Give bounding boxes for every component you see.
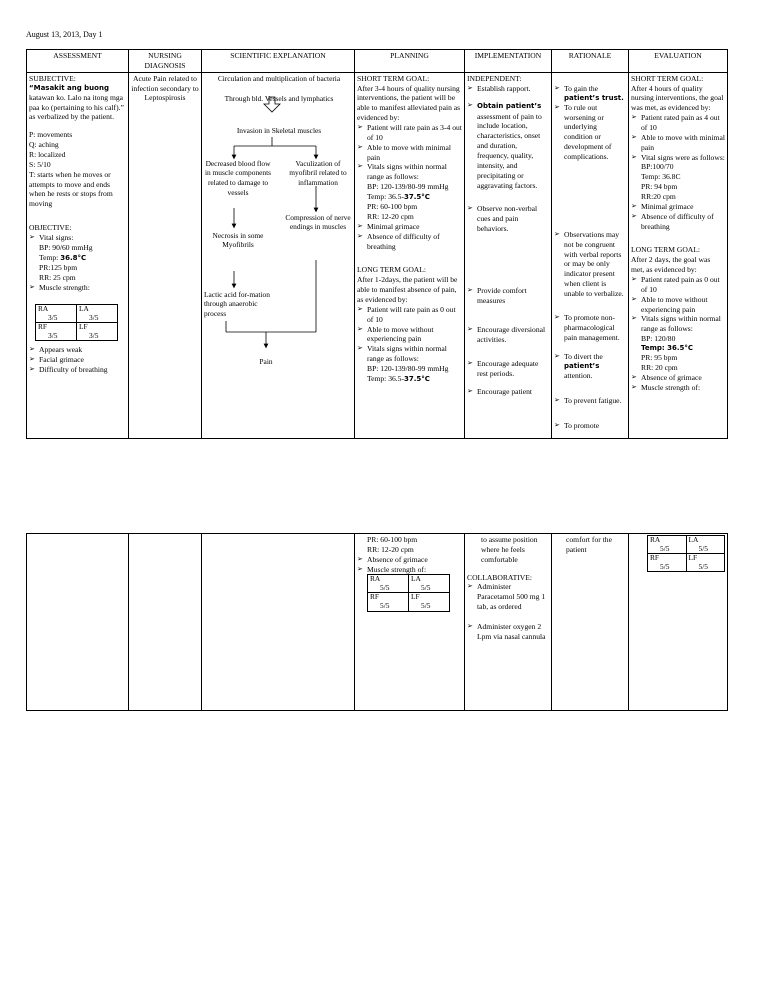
- vital-signs-item: ➢ Vital signs: BP: 90/60 mmHg Temp: 36.8°C PR:125 bpm RR: 25 cpm: [29, 233, 126, 283]
- rat-promote: ➢ To promote: [554, 421, 626, 431]
- st-temp: Temp: 36.5-37.5°C: [367, 192, 430, 202]
- date-line: August 13, 2013, Day 1: [26, 30, 103, 39]
- rat-fatigue: ➢ To prevent fatigue.: [554, 396, 626, 406]
- eval-lt-vitals: ➢ Vitals signs within normal range as follows: BP: 120/80 Temp: 36.5°C PR: 95 bpm RR: 20 cpm: [631, 314, 725, 372]
- eval-lt-grimace: ➢ Absence of grimace: [631, 373, 725, 383]
- rationale-cell: [552, 72, 629, 438]
- collaborative-label: COLLABORATIVE:: [467, 572, 532, 582]
- rat-rule-out: ➢ To rule out worsening or underlying condition or development of complications.: [554, 103, 626, 162]
- short-term-goal-label: SHORT TERM GOAL:: [357, 73, 430, 83]
- sci-cell-cont: [202, 534, 355, 711]
- lt-rr: RR: 12-20 cpm: [367, 544, 414, 554]
- bp-value: BP: 90/60 mmHg: [39, 242, 93, 252]
- short-term-goal-text: After 3-4 hours of quality nursing interventions, the patient will be able to manifest alleviated pain as evidenced by:: [357, 83, 461, 123]
- flow-node-decreased-blood-flow: Decreased blood flow in muscle components related to damage to vessels: [204, 158, 272, 197]
- objective-label: OBJECTIVE:: [29, 223, 72, 233]
- eval-rr: RR:20 cpm: [641, 192, 676, 202]
- impl-assessment: ➢ Obtain patient’s assessment of pain to include location, characteristics, onset and duration, frequency, quality, intensity, and precipitating or aggravating factors.: [467, 101, 549, 190]
- planning-cell-cont: [355, 534, 465, 711]
- impl-paracetamol: ➢ Administer Paracetamol 500 mg 1 tab, as ordered: [467, 582, 549, 612]
- implementation-cell-cont: [465, 534, 552, 711]
- planning-cell: [355, 72, 465, 438]
- eval-lt-pr: PR: 95 bpm: [641, 353, 678, 363]
- header-nursing-diagnosis: NURSING DIAGNOSIS: [129, 50, 202, 73]
- st-goal-pain: ➢ Patient will rate pain as 3-4 out of 10: [357, 123, 462, 143]
- assessment-cell: [27, 72, 129, 438]
- subjective-label: SUBJECTIVE:: [29, 73, 76, 83]
- impl-comfort: ➢ Provide comfort measures: [467, 286, 549, 306]
- st-bp: BP: 120-139/80-99 mmHg: [367, 182, 449, 192]
- pr-value: PR:125 bpm: [39, 262, 78, 272]
- rat-observations: ➢ Observations may not be congruent with verbal reports or may be only indicator present when client is unable to verbalize.: [554, 230, 626, 299]
- impl-observe: ➢ Observe non-verbal cues and pain behaviors.: [467, 204, 549, 234]
- flow-node-vaculization: Vaculization of myofibril related to inflammation: [289, 158, 347, 187]
- eval-grimace: ➢ Minimal grimace: [631, 202, 725, 212]
- eval-bp: BP:100/70: [641, 162, 674, 172]
- planning-muscle-table: RA 5/5 LA 5/5 RF 5/5 LF 5/5: [367, 574, 450, 611]
- eval-lt-bp: BP: 120/80: [641, 334, 676, 344]
- header-evaluation: EVALUATION: [629, 50, 728, 73]
- implementation-cell: [465, 72, 552, 438]
- eval-move: ➢ Able to move with minimal pain: [631, 133, 725, 153]
- evaluation-cell-cont: [629, 534, 728, 711]
- eval-pain: ➢ Patient rated pain as 4 out of 10: [631, 113, 725, 133]
- quote-handwritten: “Masakit ang buong: [29, 83, 109, 92]
- pqrst-p: P: movements: [29, 130, 73, 140]
- impl-rapport: ➢ Establish rapport.: [467, 84, 549, 94]
- eval-lt-text: After 2 days, the goal was met, as evidenced by:: [631, 255, 711, 275]
- header-rationale: RATIONALE: [552, 50, 629, 73]
- flow-node-compression: Compression of nerve endings in muscles: [285, 212, 351, 232]
- eval-vitals: ➢ Vital signs were as follows: BP:100/70 Temp: 36.8C PR: 94 bpm RR:20 cpm: [631, 153, 725, 202]
- scientific-explanation-cell: [202, 72, 355, 438]
- lt-bp: BP: 120-139/80-99 mmHg: [367, 364, 449, 374]
- pqrst-s: S: 5/10: [29, 159, 51, 169]
- rationale-cell-cont: [552, 534, 629, 711]
- assessment-cell-cont: [27, 534, 129, 711]
- eval-temp: Temp: 36.8C: [641, 172, 681, 182]
- care-plan-table-page1: [26, 49, 728, 439]
- header-assessment: ASSESSMENT: [27, 50, 129, 73]
- lt-temp: Temp: 36.5-37.5°C: [367, 373, 430, 383]
- diagnosis-text: Acute Pain related to infection secondary to Leptospirosis: [131, 73, 199, 103]
- pqrst-q: Q: aching: [29, 140, 59, 150]
- long-term-goal-text: After 1-2days, the patient will be able to manifest absence of pain, as evidenced by:: [357, 275, 458, 304]
- st-goal-move: ➢ Able to move with minimal pain: [357, 143, 462, 163]
- eval-pr: PR: 94 bpm: [641, 182, 678, 192]
- muscle-strength-table: RA 3/5 LA 3/5 RF 3/5 LF 3/5: [35, 304, 118, 341]
- nursing-diagnosis-cell: [129, 72, 202, 438]
- quote-text: katawan ko. Lalo na itong mga paa ko (pertaining to his calf).” as verbalized by the patient.: [29, 92, 124, 122]
- lt-goal-grimace: ➢ Absence of grimace: [357, 555, 462, 565]
- impl-diversional: ➢ Encourage diversional activities.: [467, 325, 549, 345]
- sign-grimace: ➢ Facial grimace: [29, 355, 126, 365]
- flow-node-lactic-acid: Lactic acid for-mation through anaerobic process: [204, 289, 270, 318]
- diagnosis-cell-cont: [129, 534, 202, 711]
- evaluation-cell: [629, 72, 728, 438]
- temp-value: Temp: 36.8°C: [39, 252, 87, 262]
- muscle-strength-item: ➢ Muscle strength:: [29, 283, 126, 293]
- sign-weak: ➢ Appears weak: [29, 345, 126, 355]
- pqrst-r: R: localized: [29, 149, 66, 159]
- long-term-goal-label: LONG TERM GOAL:: [357, 265, 427, 275]
- header-scientific-explanation: SCIENTIFIC EXPLANATION: [202, 50, 355, 73]
- care-plan-table-page2: [26, 533, 728, 711]
- flow-node-invasion: Invasion in Skeletal muscles: [236, 125, 322, 135]
- eval-muscle-table: RA 5/5 LA 5/5 RF 5/5 LF 5/5: [647, 535, 725, 572]
- flow-node-vessels: Through bld. Vessels and lymphatics: [224, 93, 334, 103]
- eval-lt-rr: RR: 20 cpm: [641, 363, 678, 373]
- st-goal-breathing: ➢ Absence of difficulty of breathing: [357, 232, 462, 252]
- eval-lt-move: ➢ Able to move without experiencing pain: [631, 295, 725, 315]
- lt-pr: PR: 60-100 bpm: [367, 535, 418, 544]
- lt-goal-muscle: ➢ Muscle strength of:: [357, 565, 462, 575]
- eval-st-label: SHORT TERM GOAL:: [631, 73, 704, 83]
- impl-rest: ➢ Encourage adequate rest periods.: [467, 359, 549, 379]
- eval-st-text: After 4 hours of quality nursing interventions, the goal was met, as evidenced by:: [631, 83, 724, 113]
- rat-promote-cont: comfort for the patient: [566, 535, 612, 554]
- eval-lt-muscle: ➢ Muscle strength of:: [631, 383, 725, 393]
- eval-lt-pain: ➢ Patient rated pain as 0 out of 10: [631, 275, 725, 295]
- rat-divert: ➢ To divert the patient’s attention.: [554, 352, 626, 381]
- flow-node-necrosis: Necrosis in some Myofibrils: [212, 230, 264, 250]
- flow-node-pain: Pain: [259, 356, 273, 366]
- impl-position-cont: to assume position where he feels comfortable: [481, 535, 538, 564]
- lt-goal-pain: ➢ Patient will rate pain as 0 out of 10: [357, 305, 462, 325]
- independent-label: INDEPENDENT:: [467, 73, 522, 83]
- lt-goal-move: ➢ Able to move without experiencing pain: [357, 325, 462, 345]
- lt-goal-vitals: ➢ Vitals signs within normal range as follows: BP: 120-139/80-99 mmHg Temp: 36.5-37.5°C: [357, 344, 462, 384]
- st-pr: PR: 60-100 bpm: [367, 202, 418, 212]
- rat-trust: ➢ To gain the patient’s trust.: [554, 84, 626, 103]
- rr-value: RR: 25 cpm: [39, 272, 76, 282]
- rat-non-pharma: ➢ To promote non-pharmacological pain management.: [554, 313, 626, 343]
- header-implementation: IMPLEMENTATION: [465, 50, 552, 73]
- pathophysiology-flowchart: [204, 74, 352, 374]
- eval-lt-temp: Temp: 36.5°C: [641, 344, 694, 353]
- impl-position: ➢ Encourage patient: [467, 387, 549, 397]
- impl-oxygen: ➢ Administer oxygen 2 Lpm via nasal cannula: [467, 622, 549, 642]
- eval-breathing: ➢ Absence of difficulty of breathing: [631, 212, 725, 232]
- sign-dyspnea: ➢ Difficulty of breathing: [29, 365, 126, 375]
- pqrst-t: T: starts when he moves or attempts to move and ends when he rests or stops from moving: [29, 169, 113, 209]
- flow-node-circulation: Circulation and multiplication of bacteria: [217, 73, 341, 83]
- eval-lt-label: LONG TERM GOAL:: [631, 245, 701, 255]
- st-rr: RR: 12-20 cpm: [367, 211, 414, 221]
- st-goal-grimace: ➢ Minimal grimace: [357, 222, 462, 232]
- st-goal-vitals: ➢ Vitals signs within normal range as follows: BP: 120-139/80-99 mmHg Temp: 36.5-37.5°C PR: 60-100 bpm RR: 12-20 cpm: [357, 162, 462, 221]
- header-planning: PLANNING: [355, 50, 465, 73]
